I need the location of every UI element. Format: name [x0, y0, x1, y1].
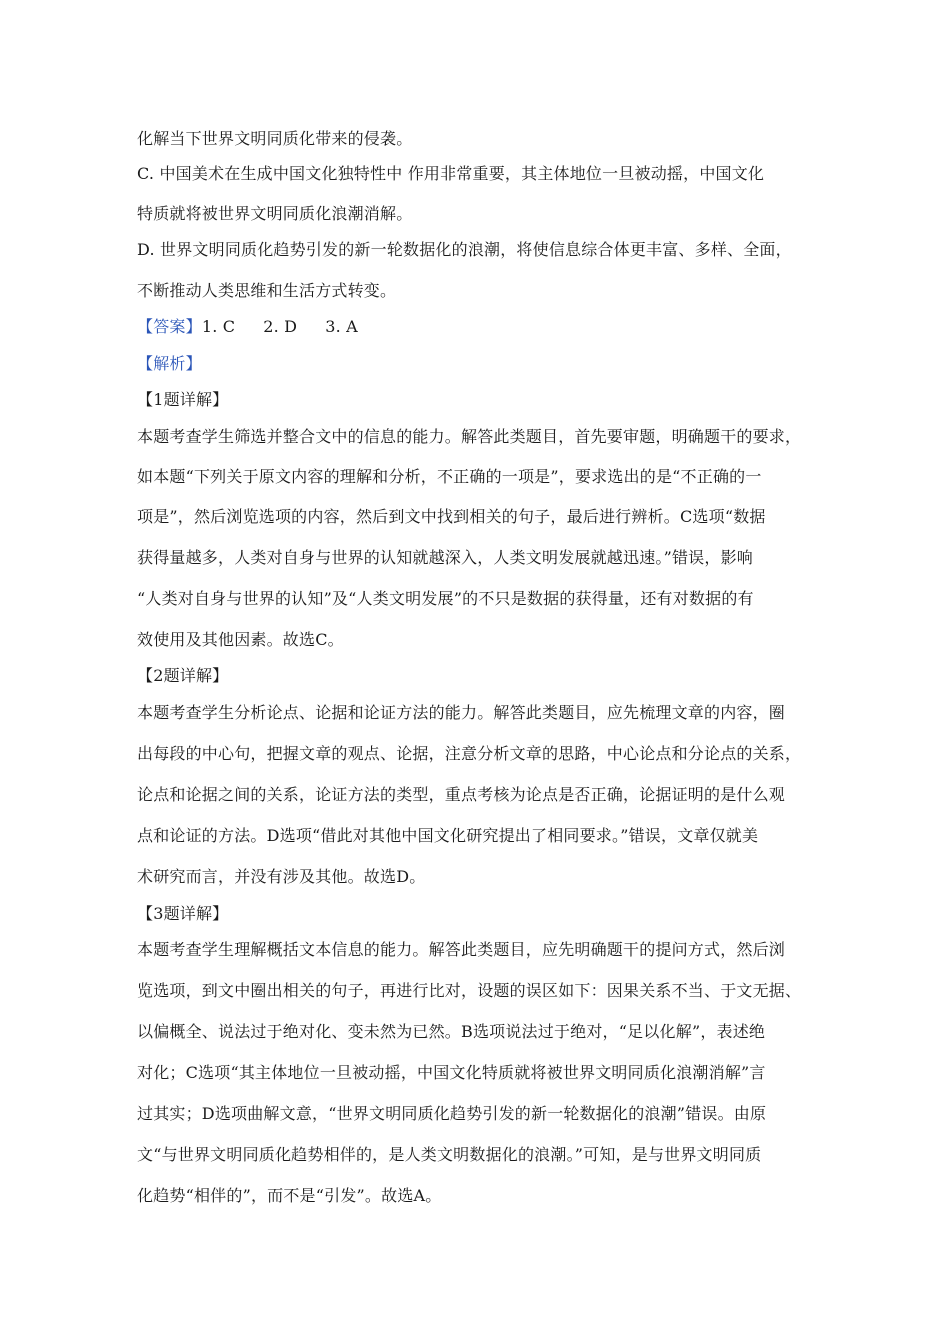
answer-item-3: 3. A: [325, 317, 358, 336]
q2-line-1: 本题考查学生分析论点、论据和论证方法的能力。解答此类题目，应先梳理文章的内容，圈: [137, 703, 786, 722]
q1-line-3: 项是”，然后浏览选项的内容，然后到文中找到相关的句子，最后进行辨析。C选项“数据: [137, 507, 766, 526]
q3-line-7: 化趋势“相伴的”，而不是“引发”。故选A。: [137, 1186, 442, 1205]
q1-heading: 【1题详解】: [137, 390, 229, 409]
q2-line-2: 出每段的中心句，把握文章的观点、论据，注意分析文章的思路，中心论点和分论点的关系，: [137, 744, 802, 763]
answer-item-2: 2. D: [263, 317, 298, 336]
q2-heading: 【2题详解】: [137, 666, 229, 685]
q3-line-2: 览选项，到文中圈出相关的句子，再进行比对，设题的误区如下：因果关系不当、于文无据、: [137, 981, 802, 1000]
option-c-line-1: C. 中国美术在生成中国文化独特性中 作用非常重要，其主体地位一旦被动摇，中国文化: [137, 164, 765, 183]
q1-line-5: “人类对自身与世界的认知”及“人类文明发展”的不只是数据的获得量，还有对数据的有: [137, 589, 754, 608]
q3-line-1: 本题考查学生理解概括文本信息的能力。解答此类题目，应先明确题干的提问方式，然后浏: [137, 940, 786, 959]
option-b-tail: 化解当下世界文明同质化带来的侵袭。: [137, 129, 413, 148]
q1-line-2: 如本题“下列关于原文内容的理解和分析，不正确的一项是”，要求选出的是“不正确的一: [137, 467, 762, 486]
q1-line-1: 本题考查学生筛选并整合文中的信息的能力。解答此类题目，首先要审题，明确题干的要求，: [137, 427, 802, 446]
q1-line-6: 效使用及其他因素。故选C。: [137, 630, 344, 649]
q3-heading: 【3题详解】: [137, 904, 229, 923]
q3-line-6: 文“与世界文明同质化趋势相伴的，是人类文明数据化的浪潮。”可知，是与世界文明同质: [137, 1145, 762, 1164]
q3-line-3: 以偏概全、说法过于绝对化、变未然为已然。B选项说法过于绝对，“足以化解”，表述绝: [137, 1022, 766, 1041]
q1-line-4: 获得量越多，人类对自身与世界的认知就越深入，人类文明发展就越迅速。”错误，影响: [137, 548, 753, 567]
q2-line-4: 点和论证的方法。D选项“借此对其他中国文化研究提出了相同要求。”错误，文章仅就美: [137, 826, 759, 845]
option-d-line-2: 不断推动人类思维和生活方式转变。: [137, 281, 397, 300]
q2-line-3: 论点和论据之间的关系，论证方法的类型，重点考核为论点是否正确，论据证明的是什么观: [137, 785, 786, 804]
q2-line-5: 术研究而言，并没有涉及其他。故选D。: [137, 867, 426, 886]
q3-line-4: 对化；C选项“其主体地位一旦被动摇，中国文化特质就将被世界文明同质化浪潮消解”言: [137, 1063, 766, 1082]
answer-label: 【答案】: [137, 317, 202, 336]
q3-line-5: 过其实；D选项曲解文意，“世界文明同质化趋势引发的新一轮数据化的浪潮”错误。由原: [137, 1104, 767, 1123]
option-d-line-1: D. 世界文明同质化趋势引发的新一轮数据化的浪潮，将使信息综合体更丰富、多样、全面，: [137, 240, 792, 259]
answer-item-1: 1. C: [201, 317, 236, 336]
answer-line: [137, 316, 827, 338]
analysis-label: 【解析】: [137, 354, 202, 373]
option-c-line-2: 特质就将被世界文明同质化浪潮消解。: [137, 204, 413, 223]
